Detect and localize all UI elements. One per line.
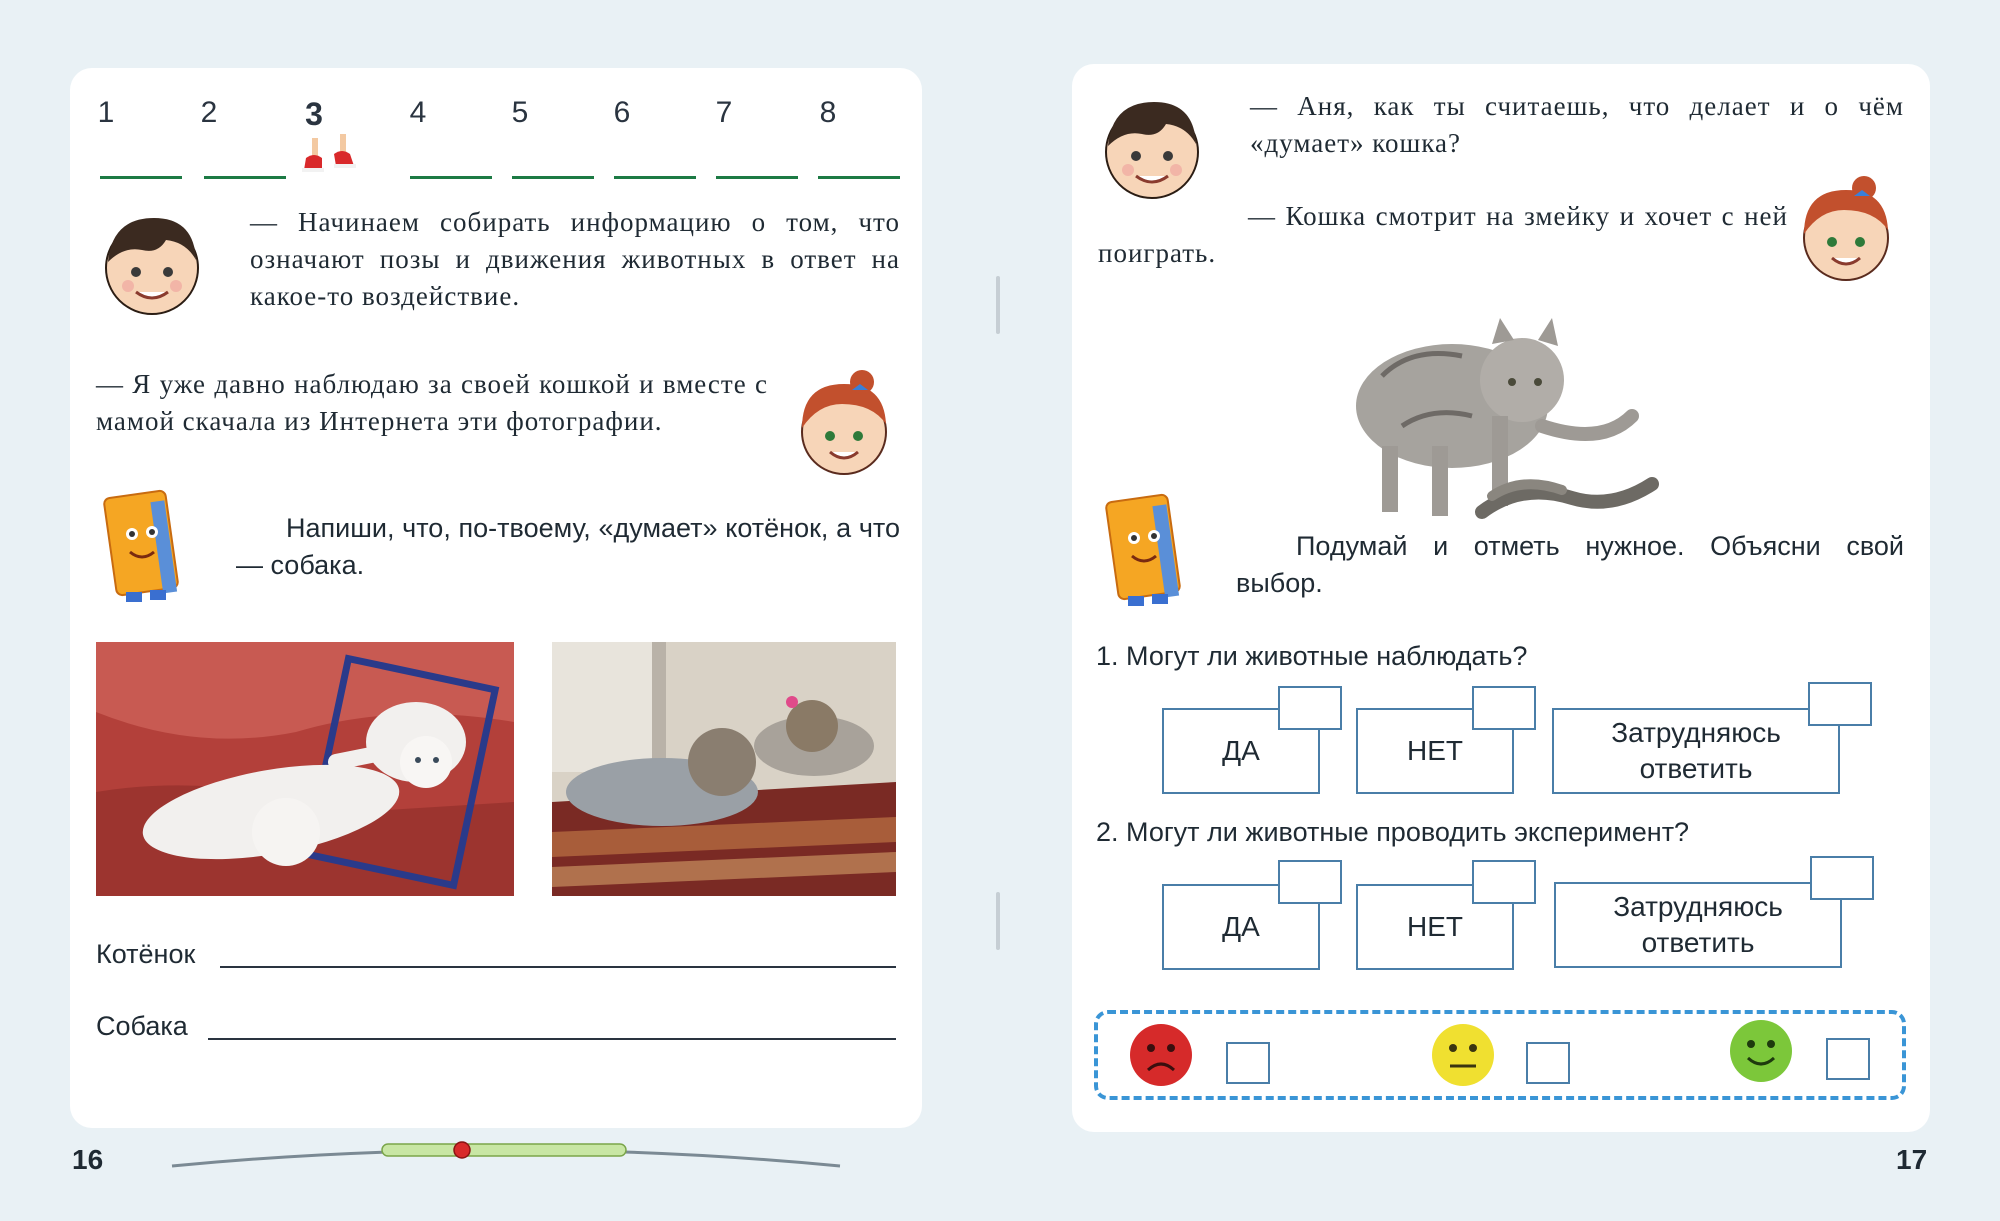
book-mascot-icon — [96, 486, 198, 612]
q2-option-unsure[interactable]: Затрудняюсь ответить — [1554, 882, 1842, 968]
dog-photo — [552, 642, 896, 896]
step-number-2: 2 — [200, 96, 218, 129]
girl-speech: — Я уже давно наблюдаю за своей кошкой и вместе с мамой скачала из Интернета эти фотографии. — [96, 369, 768, 436]
girl-avatar — [1794, 174, 1900, 284]
q2-option-yes[interactable]: ДА — [1162, 884, 1320, 970]
step-line — [614, 176, 696, 179]
question-1: 1. Могут ли животные наблюдать? — [1096, 641, 1528, 671]
q1-unsure-checkbox[interactable] — [1808, 682, 1872, 726]
task-instruction: Напиши, что, по-твоему, «думает» котёнок, а что — собака. — [236, 513, 900, 580]
q1-no-checkbox[interactable] — [1472, 686, 1536, 730]
boy-avatar — [1100, 94, 1204, 202]
boy-avatar — [100, 210, 204, 318]
q1-option-yes[interactable]: ДА — [1162, 708, 1320, 794]
staple — [996, 276, 1000, 334]
page-number-right: 17 — [1896, 1144, 1928, 1175]
progress-track — [170, 1136, 842, 1176]
kitten-answer-label: Котёнок — [96, 939, 196, 969]
neutral-checkbox[interactable] — [1526, 1042, 1570, 1084]
q2-option-no[interactable]: НЕТ — [1356, 884, 1514, 970]
step-number-5: 5 — [511, 96, 529, 129]
neutral-face-icon — [1428, 1022, 1498, 1088]
question-2: 2. Могут ли животные проводить эксперимент? — [1096, 817, 1690, 847]
q1-yes-checkbox[interactable] — [1278, 686, 1342, 730]
step-line — [204, 176, 286, 179]
q1-option-unsure[interactable]: Затрудняюсь ответить — [1552, 708, 1840, 794]
page-number-left: 16 — [72, 1144, 104, 1175]
kitten-photo — [96, 642, 514, 896]
book-mascot-icon — [1098, 490, 1200, 616]
step-line — [818, 176, 900, 179]
sad-checkbox[interactable] — [1226, 1042, 1270, 1084]
step-number-4: 4 — [409, 96, 427, 129]
step-number-8: 8 — [819, 96, 837, 129]
sad-face-icon — [1126, 1022, 1196, 1088]
q2-unsure-checkbox[interactable] — [1810, 856, 1874, 900]
girl-speech: — Кошка смотрит на змейку и хочет с ней поиграть. — [1098, 201, 1788, 268]
staple — [996, 892, 1000, 950]
left-page — [70, 68, 922, 1128]
step-line — [100, 176, 182, 179]
happy-checkbox[interactable] — [1826, 1038, 1870, 1080]
kitten-answer-line[interactable] — [220, 966, 896, 968]
walking-feet-icon — [300, 132, 370, 182]
q2-no-checkbox[interactable] — [1472, 860, 1536, 904]
task-instruction: Подумай и отметь нужное. Объясни свой выбор. — [1236, 531, 1904, 598]
progress-marker-icon — [454, 1142, 470, 1158]
boy-speech: — Аня, как ты считаешь, что делает и о чём «думает» кошка? — [1250, 91, 1904, 158]
dog-answer-line[interactable] — [208, 1038, 896, 1040]
step-line — [410, 176, 492, 179]
step-number-6: 6 — [613, 96, 631, 129]
self-assessment-panel — [1094, 1010, 1906, 1100]
step-number-3: 3 — [305, 96, 323, 132]
right-page — [1072, 64, 1930, 1132]
cat-snake-photo — [1342, 296, 1672, 540]
step-number-1: 1 — [97, 96, 115, 129]
q1-option-no[interactable]: НЕТ — [1356, 708, 1514, 794]
q2-yes-checkbox[interactable] — [1278, 860, 1342, 904]
step-line — [716, 176, 798, 179]
happy-face-icon — [1726, 1018, 1796, 1084]
step-number-7: 7 — [715, 96, 733, 129]
girl-avatar — [792, 368, 898, 478]
dog-answer-label: Собака — [96, 1011, 188, 1041]
step-line — [512, 176, 594, 179]
boy-speech: — Начинаем собирать информацию о том, что означают позы и движения животных в ответ на какое-то воздействие. — [250, 207, 900, 311]
